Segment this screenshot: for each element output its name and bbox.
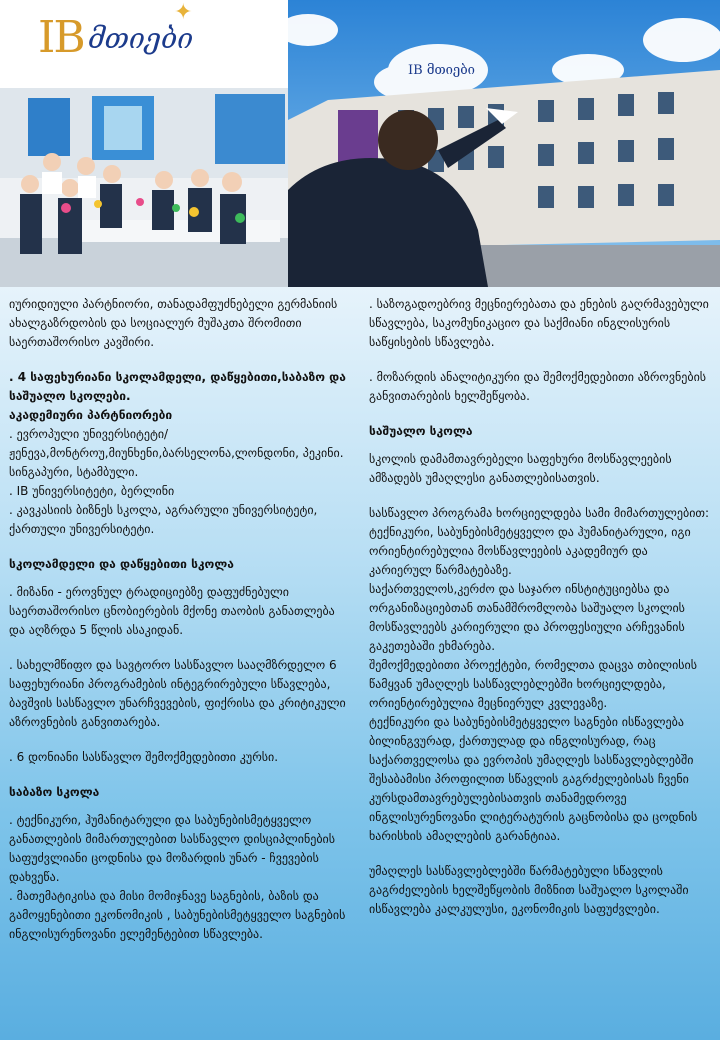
schools-heading: . 4 საფეხურიანი სკოლამდელი, დაწყებითი,საბაზო და საშუალო სკოლები. bbox=[9, 370, 346, 403]
logo-word-text: მთიები bbox=[88, 22, 194, 55]
secondary-paragraph: სასწავლო პროგრამა ხორციელდება სამი მიმართულებით: ტექნიკური, საბუნებისმეტყველო და ჰუმანიტარული, იგი ორიენტირებულია მოსწავლეების აკადემიურ და კარიერულ წარმატებაზე. bbox=[369, 506, 710, 577]
photo-logo-text: IB მთიები bbox=[408, 63, 475, 78]
content-area bbox=[0, 287, 720, 1040]
header-area bbox=[0, 0, 720, 287]
partner-item: . კავკასიის ბიზნეს სკოლა, აგრარული უნივერსიტეტი, ქართული უნივერსიტეტი. bbox=[9, 503, 318, 536]
preschool-item: . 6 დონიანი სასწავლო შემოქმედებითი კურსი. bbox=[9, 750, 279, 764]
left-column bbox=[9, 295, 351, 944]
basic-school-item: . საზოგადოებრივ მეცნიერებათა და ენების გაღრმავებული სწავლება, საკომუნიკაციო და საქმიანი ინგლისურის საწყისების სწავლება. bbox=[369, 297, 709, 349]
basic-school-heading: საბაზო სკოლა bbox=[9, 785, 100, 799]
logo-ib-text: IB bbox=[38, 12, 84, 63]
secondary-paragraph: შემოქმედებითი პროექტები, რომელთა დაცვა თბილისის წამყვან უმაღლეს სასწავლებლებში ხორციელდება, ორიენტირებულია მეცნიერულ კვლევაზე. bbox=[369, 658, 698, 710]
basic-school-item: . მათემატიკისა და მისი მომიჯნავე საგნების, ბაზის და გამოყენებითი ეკონომიკის , საბუნებისმეტყველო საგნების ინგლისურენოვანი ელემენტებით სწავლება. bbox=[9, 889, 346, 941]
secondary-intro: სკოლის დამამთავრებელი საფეხური მოსწავლეების ამზადებს უმაღლესი განათლებისათვის. bbox=[369, 452, 672, 485]
closing-paragraph: უმაღლეს სასწავლებლებში წარმატებული სწავლის გაგრძელების ხელშეწყობის მიზნით საშუალო სკოლაში ისწავლება კალკულუსი, ეკონომიკის საფუძვლები. bbox=[369, 864, 689, 916]
secondary-paragraph: საქართველოს,კერძო და საჯარო ინსტიტუციებსა და ორგანიზაციებთან თანამშრომლობა საშუალო სკოლის მოსწავლეებს კარიერული და პროფესიული არჩევანის გაკეთებაში ეხმარება. bbox=[369, 582, 685, 653]
classroom-photo bbox=[0, 88, 288, 287]
intro-paragraph: იურიდიული პარტნიორი, თანადამფუძნებელი გერმანიის ახალგაზრდობის და სოციალურ მუშაკთა შრომითი საერთაშორისო კავშირი. bbox=[9, 297, 338, 349]
preschool-item: . სახელმწიფო და სავტორო სასწავლო სააღმზრდელო 6 საფეხურიანი პროგრამების ინტეგრირებული სწავლება, ბავშვის სასწავლო უნარჩვევების, ფიქრისა და კრიტიკული აზროვნების განვითარება. bbox=[9, 658, 346, 729]
star-icon: ✦ bbox=[174, 0, 193, 25]
basic-school-item: . ტექნიკური, ჰუმანიტარული და საბუნებისმეტყველო განათლების მიმართულებით სასწავლო დისციპლინების საფუძვლიანი ცოდნისა და მოზარდის უნარ - ჩვევების დახვეწა. bbox=[9, 813, 336, 884]
right-column bbox=[369, 295, 711, 919]
school-building-photo bbox=[288, 0, 720, 287]
partners-heading: აკადემიური პარტნიორები bbox=[9, 408, 173, 422]
basic-school-item: . მოზარდის ანალიტიკური და შემოქმედებითი აზროვნების განვითარების ხელშეწყობა. bbox=[369, 370, 707, 403]
secondary-paragraph: ტექნიკური და საბუნებისმეტყველო საგნები ისწავლება ბილინგვურად, ქართულად და ინგლისურად, რაც საქართველოსა და ევროპის უმაღლეს სასწავლებლებში შესაბამისი პროფილით სწავლის გაგრძელებისას ჩვენი კურსდამთავრებულებისათვის თანამედროვე ინგლისურენოვანი ლიტერატურის გაცნობისა და ცოდნის ხარისხის ამაღლების გარანტიაა. bbox=[369, 715, 698, 843]
preschool-item: . მიზანი - ეროვნულ ტრადიციებზე დაფუძნებული საერთაშორისო ცნობიერების მქონე თაობის განათლება და აღზრდა 5 წლის ასაკიდან. bbox=[9, 585, 335, 637]
preschool-heading: სკოლამდელი და დაწყებითი სკოლა bbox=[9, 557, 234, 571]
logo bbox=[0, 0, 288, 88]
partner-item: . ევროპული უნივერსიტეტი/ ჟენევა,მონტროუ,მიუნხენი,ბარსელონა,ლონდონი, პეკინი. სინგაპური, სტამბული. bbox=[9, 427, 344, 479]
partner-item: . IB უნივერსიტეტი, ბერლინი bbox=[9, 484, 175, 498]
secondary-school-heading: საშუალო სკოლა bbox=[369, 424, 473, 438]
